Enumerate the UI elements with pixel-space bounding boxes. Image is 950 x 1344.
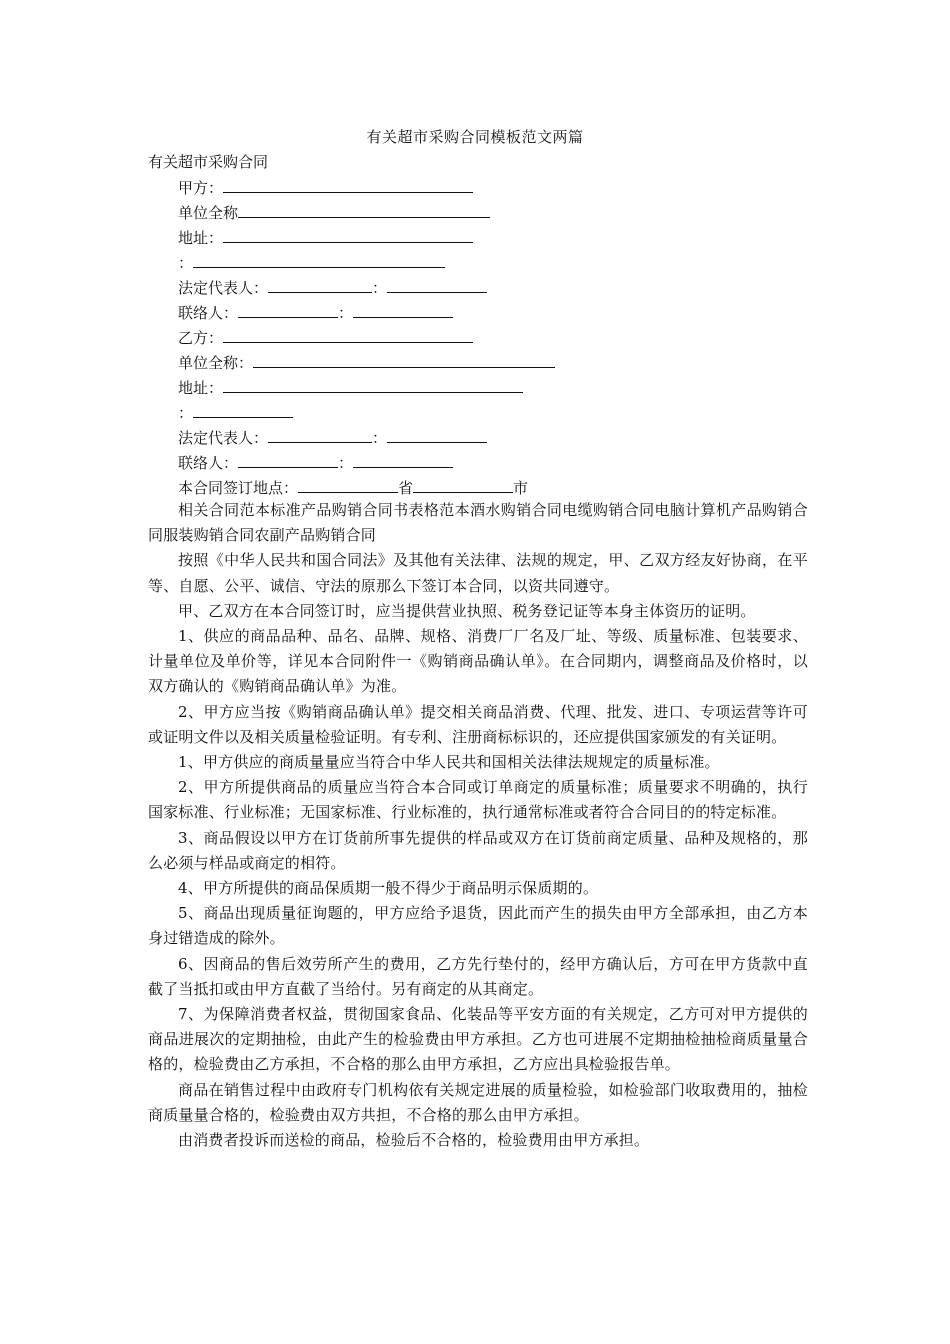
paragraph: 1、甲方供应的商质量量应当符合中华人民共和国相关法律法规规定的质量标准。 <box>178 753 720 772</box>
document-subtitle: 有关超市采购合同 <box>148 153 269 171</box>
field-separator: ： <box>372 279 388 297</box>
paragraph: 5、商品出现质量征询题的，甲方应给予退货，因此而产生的损失由甲方全部承担，由乙方本身过错造成的除外。 <box>148 904 808 948</box>
field-separator: ： <box>338 304 354 322</box>
field-separator: ： <box>372 429 388 447</box>
field-label: 法定代表人： <box>178 429 269 447</box>
field-label: ： <box>178 254 194 272</box>
field-address-a <box>178 226 818 251</box>
paragraph: 4、甲方所提供的商品保质期一般不得少于商品明示保质期的。 <box>178 879 599 898</box>
field-label: 本合同签订地点： <box>178 479 299 497</box>
paragraph: 由消费者投诉而送检的商品，检验后不合格的，检验费用由甲方承担。 <box>178 1131 650 1150</box>
field-label: 地址： <box>178 379 224 397</box>
fill-blank <box>268 428 372 443</box>
paragraph: 相关合同范本标准产品购销合同书表格范本酒水购销合同电缆购销合同电脑计算机产品购销合同服装购销合同农副产品购销合同 <box>148 501 808 545</box>
field-unit-name-a <box>178 201 818 226</box>
fill-blank <box>238 303 338 318</box>
paragraph: 6、因商品的售后效劳所产生的费用，乙方先行垫付的，经甲方确认后，方可在甲方货款中直截了当抵扣或由甲方直截了当给付。另有商定的从其商定。 <box>148 954 808 998</box>
fill-blank <box>193 403 293 418</box>
field-label: 地址： <box>178 229 224 247</box>
fill-blank <box>238 453 338 468</box>
field-city-label: 市 <box>513 479 529 497</box>
fill-blank <box>223 178 473 193</box>
paragraph: 按照《中华人民共和国合同法》及其他有关法律、法规的规定，甲、乙双方经友好协商，在平等、自愿、公平、诚信、守法的原那么下签订本合同，以资共同遵守。 <box>148 551 808 595</box>
paragraph: 商品在销售过程中由政府专门机构依有关规定进展的质量检验，如检验部门收取费用的，抽检商质量量合格的，检验费由双方共担，不合格的那么由甲方承担。 <box>148 1080 808 1124</box>
field-label: 法定代表人： <box>178 279 269 297</box>
fill-blank <box>268 278 372 293</box>
field-label: 甲方： <box>178 179 224 197</box>
field-label: ： <box>178 404 194 422</box>
fill-blank <box>387 278 487 293</box>
field-legal-rep-a <box>178 276 818 301</box>
paragraph: 2、甲方应当按《购销商品确认单》提交相关商品消费、代理、批发、进口、专项运营等许可或证明文件以及相关质量检验证明。有专利、注册商标标识的，还应提供国家颁发的有关证明。 <box>148 702 808 746</box>
paragraph: 3、商品假设以甲方在订货前所事先提供的样品或双方在订货前商定质量、品种及规格的，那么必须与样品或商定的相符。 <box>148 828 808 872</box>
fill-blank <box>353 303 453 318</box>
fill-blank <box>223 328 473 343</box>
fill-blank <box>387 428 487 443</box>
paragraph: 2、甲方所提供商品的质量应当符合本合同或订单商定的质量标准；质量要求不明确的，执行国家标准、行业标准；无国家标准、行业标准的，执行通常标准或者符合合同目的的特定标准。 <box>148 778 808 822</box>
field-label: 乙方： <box>178 329 224 347</box>
field-contact-a <box>178 301 818 326</box>
field-province-label: 省 <box>398 479 414 497</box>
field-label: 单位全称 <box>178 204 239 222</box>
field-label: 单位全称： <box>178 354 254 372</box>
field-blank-a <box>178 251 818 276</box>
field-separator: ： <box>338 454 354 472</box>
fill-blank <box>238 203 490 218</box>
field-label: 联络人： <box>178 454 239 472</box>
document-title: 有关超市采购合同模板范文两篇 <box>366 128 584 146</box>
fill-blank <box>253 353 555 368</box>
fill-blank <box>353 453 453 468</box>
fill-blank <box>223 228 473 243</box>
paragraph: 1、供应的商品品种、品名、品牌、规格、消费厂厂名及厂址、等级、质量标准、包装要求、计量单位及单价等，详见本合同附件一《购销商品确认单》。在合同期内，调整商品及价格时，以双方确认的《购销商品确认单》为准。 <box>148 627 808 696</box>
field-party-a <box>178 176 818 201</box>
field-unit-name-b <box>178 351 818 376</box>
field-address-b <box>178 376 818 401</box>
field-legal-rep-b <box>178 426 818 451</box>
paragraph: 甲、乙双方在本合同签订时，应当提供营业执照、税务登记证等本身主体资历的证明。 <box>178 601 756 620</box>
fill-blank <box>223 378 523 393</box>
field-contact-b <box>178 451 818 476</box>
fill-blank <box>413 478 513 493</box>
paragraph: 7、为保障消费者权益，贯彻国家食品、化装品等平安方面的有关规定，乙方可对甲方提供的商品进展次的定期抽检，由此产生的检验费由甲方承担。乙方也可进展不定期抽检抽检商质量量合格的，检验费由乙方承担，不合格的那么由甲方承担，乙方应出具检验报告单。 <box>148 1005 808 1074</box>
contract-body <box>148 498 808 1153</box>
field-party-b <box>178 326 818 351</box>
fill-blank <box>193 253 445 268</box>
field-label: 联络人： <box>178 304 239 322</box>
fill-blank <box>298 478 398 493</box>
field-blank-b <box>178 401 818 426</box>
contract-party-fields <box>178 176 818 501</box>
